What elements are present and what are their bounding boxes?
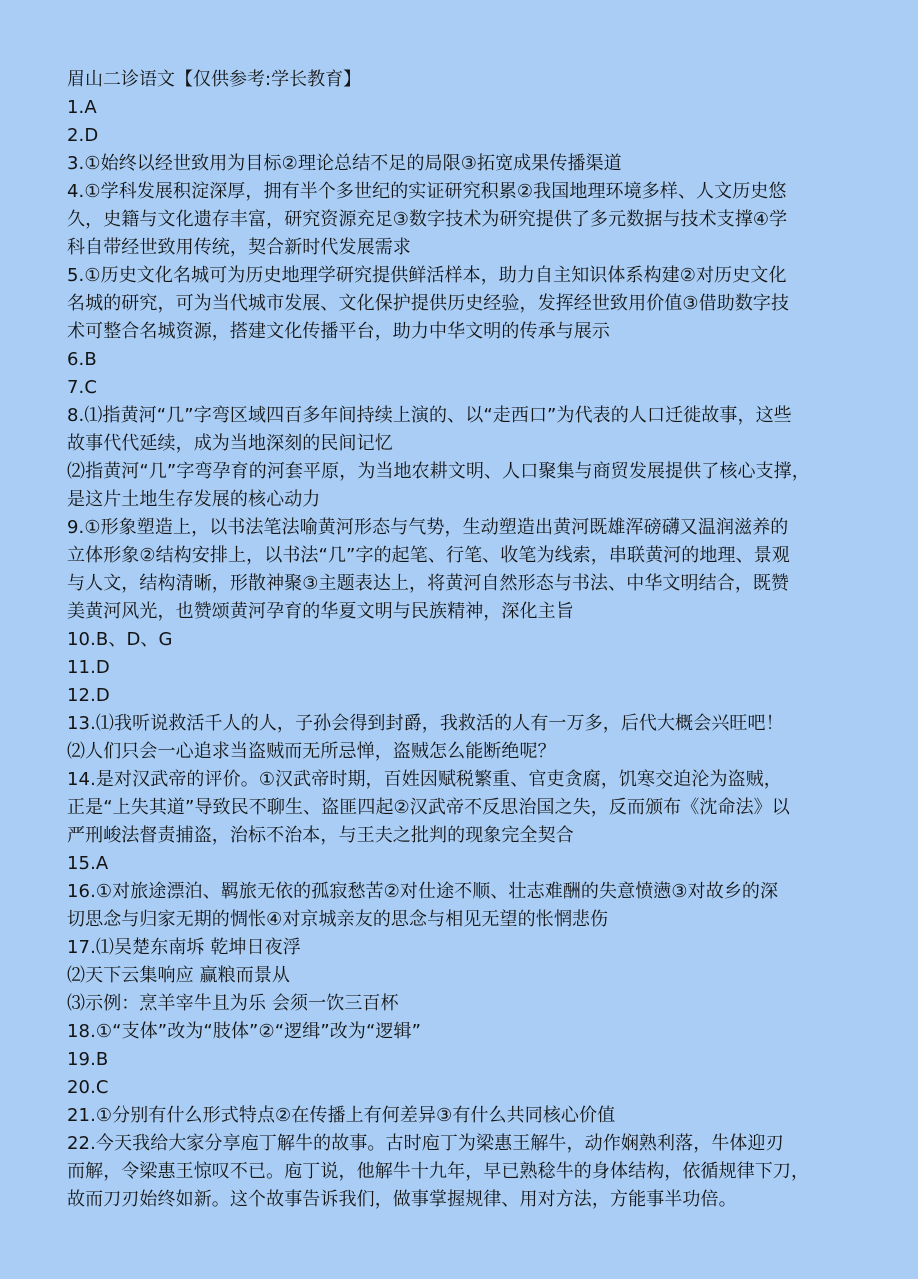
answer-line: 严刑峻法督责捕盗，治标不治本，与王夫之批判的现象完全契合: [67, 825, 574, 846]
answer-line: 5.①历史文化名城可为历史地理学研究提供鲜活样本，助力自主知识体系构建②对历史文化: [67, 265, 787, 286]
answer-line: 17.⑴吴楚东南坼 乾坤日夜浮: [67, 937, 301, 958]
answer-line: 6.B: [67, 349, 97, 370]
answer-lines: [67, 94, 878, 1214]
answer-line: 7.C: [67, 377, 98, 398]
answer-line: 3.①始终以经世致用为目标②理论总结不足的局限③拓宽成果传播渠道: [67, 153, 622, 174]
answer-line: ⑵天下云集响应 赢粮而景从: [67, 965, 291, 986]
answer-line: 正是“上失其道”导致民不聊生、盗匪四起②汉武帝不反思治国之失，反而颁布《沈命法》以: [67, 797, 790, 818]
answer-line: 故而刀刃始终如新。这个故事告诉我们，做事掌握规律、用对方法，方能事半功倍。: [67, 1189, 737, 1210]
answer-line: 科自带经世致用传统，契合新时代发展需求: [67, 237, 411, 258]
answer-line: 9.①形象塑造上，以书法笔法喻黄河形态与气势，生动塑造出黄河既雄浑磅礴又温润滋养的: [67, 517, 789, 538]
answer-line: ⑵人们只会一心追求当盗贼而无所忌惮，盗贼怎么能断绝呢？: [67, 741, 556, 762]
answer-line: 立体形象②结构安排上，以书法“几”字的起笔、行笔、收笔为线索，串联黄河的地理、景观: [67, 545, 790, 566]
answer-line: 19.B: [67, 1049, 109, 1070]
document-title: 眉山二诊语文【仅供参考:学长教育】: [67, 69, 362, 90]
answer-line: 1.A: [67, 97, 97, 118]
answer-line: 久，史籍与文化遗存丰富，研究资源充足③数字技术为研究提供了多元数据与技术支撑④学: [67, 209, 788, 230]
answer-line: 20.C: [67, 1077, 109, 1098]
answer-line: 15.A: [67, 853, 109, 874]
answer-line: 是这片土地生存发展的核心动力: [67, 489, 321, 510]
answer-line: 4.①学科发展积淀深厚，拥有半个多世纪的实证研究积累②我国地理环境多样、人文历史悠: [67, 181, 787, 202]
answer-line: 切思念与归家无期的惆怅④对京城亲友的思念与相见无望的怅惘悲伤: [67, 909, 609, 930]
answer-line: 12.D: [67, 685, 110, 706]
answer-line: 故事代代延续，成为当地深刻的民间记忆: [67, 433, 393, 454]
answer-line: 14.是对汉武帝的评价。①汉武帝时期，百姓因赋税繁重、官吏贪腐，饥寒交迫沦为盗贼，: [67, 769, 782, 790]
answer-line: 而解，令梁惠王惊叹不已。庖丁说，他解牛十九年，早已熟稔牛的身体结构，依循规律下刀，: [67, 1161, 810, 1182]
answer-line: 16.①对旅途漂泊、羁旅无依的孤寂愁苦②对仕途不顺、壮志难酬的失意愤懑③对故乡的深: [67, 881, 779, 902]
answer-line: 8.⑴指黄河“几”字弯区域四百多年间持续上演的、以“走西口”为代表的人口迁徙故事，这些: [67, 405, 792, 426]
answer-line: 2.D: [67, 125, 99, 146]
answer-line: 10.B、D、G: [67, 629, 173, 650]
answer-line: ⑶示例：烹羊宰牛且为乐 会须一饮三百杯: [67, 993, 399, 1014]
answer-line: 美黄河风光，也赞颂黄河孕育的华夏文明与民族精神，深化主旨: [67, 601, 574, 622]
answer-line: 18.①“支体”改为“肢体”②“逻缉”改为“逻辑”: [67, 1021, 421, 1042]
answer-line: 13.⑴我听说救活千人的人，子孙会得到封爵，我救活的人有一万多，后代大概会兴旺吧！: [67, 713, 784, 734]
answer-line: 名城的研究，可为当代城市发展、文化保护提供历史经验，发挥经世致用价值③借助数字技: [67, 293, 790, 314]
answer-line: 术可整合名城资源，搭建文化传播平台，助力中华文明的传承与展示: [67, 321, 610, 342]
answer-line: 11.D: [67, 657, 110, 678]
answer-line: 21.①分别有什么形式特点②在传播上有何差异③有什么共同核心价值: [67, 1105, 616, 1126]
answer-line: 22.今天我给大家分享庖丁解牛的故事。古时庖丁为梁惠王解牛，动作娴熟利落，牛体迎刃: [67, 1133, 784, 1154]
answer-line: ⑵指黄河“几”字弯孕育的河套平原，为当地农耕文明、人口聚集与商贸发展提供了核心支撑，: [67, 461, 810, 482]
answer-line: 与人文，结构清晰，形散神聚③主题表达上，将黄河自然形态与书法、中华文明结合，既赞: [67, 573, 790, 594]
